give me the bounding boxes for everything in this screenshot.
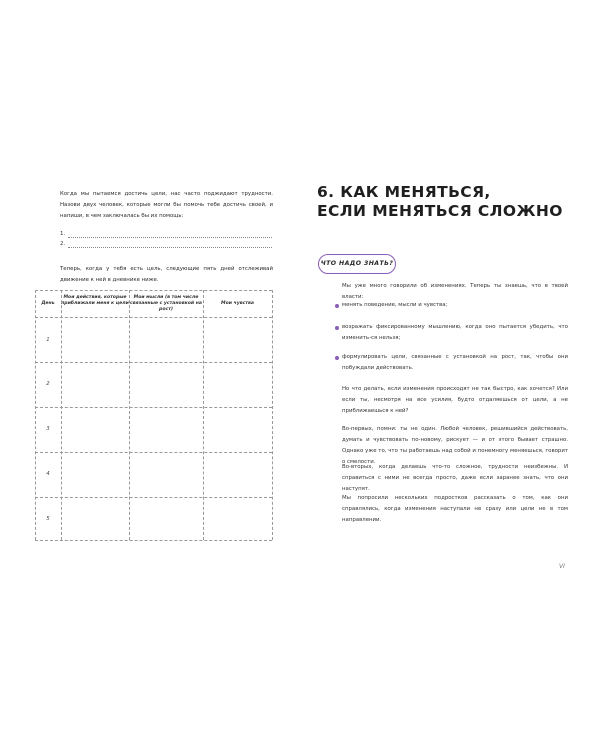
bullet-text: формулировать цели, связанные с установкой на рост, так, чтобы они побуждали действовать. [342, 354, 568, 371]
paragraph-4: Во-вторых, когда делаешь что-то сложное, трудности неизбежны. И справиться с ними не всегда просто, даже если заранее знать, что они наступят. [342, 464, 568, 492]
paragraph-3: Во-первых, помни: ты не один. Любой человек, решившийся действовать, думать и чувствовать по-новому, рискует — и от этого бывает страшно. Однако уже то, что ты работаешь над собой и понемногу меняешься, говорит о смелости. [342, 426, 568, 465]
header-feelings: Мои чувства [221, 301, 254, 306]
helper-line-number: 2. [60, 241, 66, 247]
helper-line-1[interactable] [60, 231, 272, 239]
table-column-divider [61, 290, 62, 540]
diary-instruction: Теперь, когда у тебя есть цель, следующие пять дней отслеживай движение к ней в дневнике ниже. [60, 266, 273, 283]
paragraph-1: Мы уже много говорили об изменениях. Теперь ты знаешь, что в твоей власти: [342, 283, 568, 300]
chapter-title-line-1: 6. КАК МЕНЯТЬСЯ, [317, 183, 491, 201]
page-number: VI [559, 563, 565, 570]
table-row-divider [35, 497, 272, 498]
helper-line-2[interactable] [60, 241, 272, 249]
row-number-3: 3 [46, 426, 50, 432]
bullet-dot [335, 304, 339, 308]
table-border-right [272, 290, 273, 540]
row-number-5: 5 [46, 516, 50, 522]
diary-table [35, 290, 272, 540]
chapter-title [317, 183, 577, 221]
bullet-dot [335, 356, 339, 360]
bullet-text: менять поведение, мысли и чувства; [342, 302, 448, 308]
table-column-divider [203, 290, 204, 540]
table-column-divider [129, 290, 130, 540]
helper-line-number: 1. [60, 231, 66, 237]
table-border-left [35, 290, 36, 540]
header-actions: Мои действия, которые приближали меня к цели [61, 295, 129, 306]
info-bubble-label: ЧТО НАДО ЗНАТЬ? [320, 260, 394, 267]
paragraph-2: Но что делать, если изменения происходят не так быстро, как хочется? Или если ты, несмотря на все усилия, будто отдаляешься от цели, а не приближаешься к ней? [342, 386, 568, 414]
table-row-divider [35, 407, 272, 408]
table-row-divider [35, 452, 272, 453]
chapter-title-line-2: ЕСЛИ МЕНЯТЬСЯ СЛОЖНО [317, 202, 563, 220]
row-number-1: 1 [46, 337, 50, 343]
intro-paragraph: Когда мы пытаемся достичь цели, нас часто поджидают трудности. Назови двух человек, которые могли бы помочь тебе достичь своей, и напиши, в чем заключалась бы их помощь: [60, 191, 273, 219]
dotted-line [68, 237, 272, 238]
header-day: День [41, 301, 55, 306]
row-number-4: 4 [46, 471, 50, 477]
dotted-line [68, 247, 272, 248]
paragraph-5: Мы попросили нескольких подростков рассказать о том, как они справлялись, когда изменения наступали не сразу или цели не в том направлении. [342, 495, 568, 523]
info-bubble [318, 254, 396, 274]
table-border-bottom [35, 540, 272, 541]
table-border-top [35, 290, 272, 291]
row-number-2: 2 [46, 381, 50, 387]
header-thoughts: Мои мысли (в том числе связанные с установкой на рост) [130, 295, 202, 312]
bullet-text: возражать фиксированному мышлению, когда оно пытается убедить, что изменить-ся нельзя; [342, 324, 568, 341]
table-row-divider [35, 317, 272, 318]
table-row-divider [35, 362, 272, 363]
bullet-dot [335, 326, 339, 330]
